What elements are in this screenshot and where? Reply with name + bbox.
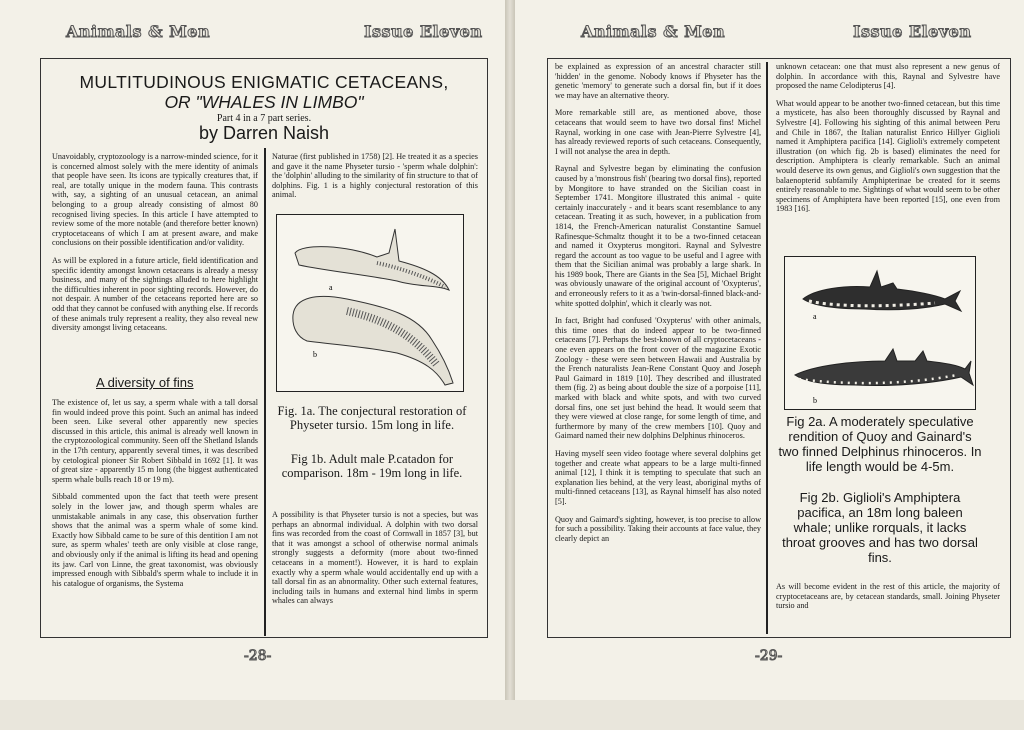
article-series: Part 4 in a 7 part series.	[216, 113, 312, 124]
paragraph: Quoy and Gaimard's sighting, however, is too precise to allow for such a possibility. Taking their accounts at face value, they clearly depict an	[555, 514, 761, 543]
article-author: by Darren Naish	[198, 123, 330, 143]
right-column-bottom	[272, 510, 478, 636]
paragraph: Sibbald commented upon the fact that teeth were present solely in the lower jaw, and though sperm whales are unmistakable animals in any case, this observation further shows that the animal was a sperm whale of some kind. Exactly how Sibbald came to be sure of this dentition I am not sure, as sperm whales' teeth are only visible at close range, and obviously only if the animal is lifting its head and opening its jaw. Carl von Linne, the great taxonomist, was obviously impressed enough with Sibbald's sperm whale to include it in his catalogue of organisms, the Systema	[52, 492, 258, 588]
column-rule	[766, 62, 768, 634]
paragraph: Raynal and Sylvestre began by eliminating the confusion caused by a 'monstrous fish' (bearing two dorsal fins), reported by Mongitore to have stranded on the Sicilian coast in September 1741. Mongitore illustrated this animal - quite certainly inaccurately - and it bears scant resemblance to any cetacean. Treating it as such, however, in a publication from 1814, the French-American naturalist Constantine Samuel Rafinesque-Schmaltz thought it to be a two-finned cetacean and named it Oxypterus mongitori. Raynal and Sylvestre regard the account as too vague to be useful and I agree with them that the Sicilian animal was probably a large shark. In his 1989 book, There are Giants in the Sea [5], Michael Bright was obviously unaware of the original account of 'Oxypterus', and erroneously refers to it as a 'twin-dorsal-finned black-and-white spotted dolphin', which it clearly was not.	[555, 164, 761, 308]
paragraph: As will be explored in a future article, field identification and specific identity amongst known cetaceans is already a messy business, and many of the sightings alluded to here highlight the difficulties inherent in poor sighting records. However, do not despair. A number of the cetaceans reported here are so odd that they cannot be confused with anything else. If records of these animals truly represent a reality, they also reveal new diversity amongst living cetaceans.	[52, 255, 258, 333]
paragraph: A possibility is that Physeter tursio is not a species, but was perhaps an abnormal individual. A dolphin with two dorsal fins was recorded from the coast of Cornwall in 1857 [3], but that it was amongst a school of otherwise normal animals strongly suggests a deformity (more about two-finned cetaceans in a moment!). However, it is hard to explain exactly why a sperm whale would accidentally end up with a tall dorsal fin as an abnormality. Other such external features, including tails in humans and external hind limbs in sperm whales can always	[272, 510, 478, 606]
right-header-title: Animals & Men	[581, 22, 726, 41]
figure-1a-caption: Fig. 1a. The conjectural restoration of Physeter tursio. 15m long in life.	[277, 404, 467, 432]
left-column-bottom	[52, 398, 258, 636]
figure-label-a: a	[329, 283, 333, 292]
right-page	[515, 0, 1024, 700]
right-header-issue: Issue Eleven	[853, 22, 972, 41]
right-page-column-2-top	[776, 62, 1000, 250]
figure-label-a: a	[813, 312, 817, 321]
two-finned-cetaceans-illustration	[785, 257, 975, 409]
paragraph: Naturae (first published in 1758) [2]. He treated it as a species and gave it the name Physeter tursio - 'sperm whale dolphin': the 'dolphin' alluding to the similarity of fin structure to that of dolphins. Fig. 1 is a highly conjectural restoration of this animal.	[272, 152, 478, 200]
article-title-line2: OR "WHALES IN LIMBO"	[164, 92, 364, 112]
paragraph: What would appear to be another two-finned cetacean, but this time a mysticete, has also been thoroughly discussed by Raynal and Sylvestre [4]. Following his sighting of this animal between Peru and Chile in 1867, the Italian naturalist Enrico Hillyer Giglioli named it Amphiptera pacifica [14]. Giglioli's extremely competent illustration (on which fig. 2b is based) eliminates the need for description. Amphiptera is clearly remarkable. Such an animal would deserve its own genus, and Giglioli's own suggestion that the balaenopterid subfamily Amphipterinae be created for it seems entirely reasonable to me. Sightings of what would seem to be other specimens of Amphiptera have been reported [15], one even from 1983 [16].	[776, 98, 1000, 214]
sperm-whale-illustration	[277, 215, 463, 391]
left-header-issue: Issue Eleven	[364, 22, 483, 41]
right-page-column-1	[555, 62, 761, 634]
left-page	[0, 0, 505, 700]
article-title-line1: MULTITUDINOUS ENIGMATIC CETACEANS,	[79, 72, 449, 92]
figure-2-box	[784, 256, 976, 410]
paragraph: be explained as expression of an ancestral character still 'hidden' in the genome. Nobody knows if Physeter has the genetic 'memory' to generate such a dorsal fin, but if it does we may have an alternative theory.	[555, 62, 761, 100]
figure-1-box	[276, 214, 464, 392]
spine-gutter	[505, 0, 515, 700]
paragraph: Unavoidably, cryptozoology is a narrow-minded science, for it is concerned almost solely with the mere identity of animals that people have seen. Its icons are typically creatures that, if real, are totally unique in the modern fauna. This contrasts with, say, a sighting of an unusual cetacean, an animal belonging to a group already consisting of almost 80 recognised living species. In this article I have attempted to review some of the more notable (and therefore better known) cryptocetaceans of which I am at present aware, and make conclusions on their possible identification and/or validity.	[52, 152, 258, 248]
figure-label-b: b	[813, 396, 817, 405]
column-rule	[264, 148, 266, 636]
paragraph: unknown cetacean: one that must also represent a new genus of dolphin. In accordance with this, Raynal and Sylvestre have proposed the name Celodipterus [4].	[776, 62, 1000, 91]
paragraph: In fact, Bright had confused 'Oxypterus' with other animals, this time ones that do indeed appear to be two-finned cetaceans [7]. Perhaps the best-known of all cryptocetaceans - one even appears on the front cover of the magazine Exotic Zoology - these were seen between Hawaii and Australia by the French naturalists Jean-Rene Constant Quoy and Joseph Paul Gaimard in 1819 [10]. They described and illustrated them (fig. 2) as being about double the size of a porpoise [11], marked with black and white spots, and with two curved dorsal fins, one set just behind the head. It would seem that they were viewed at close range, for some length of time, and furthermore by many of the crew members [10]. Quoy and Gaimard named their new dolphins Delphinus rhinoceros.	[555, 316, 761, 441]
paragraph: As will become evident in the rest of this article, the majority of cryptocetaceans are, by cetacean standards, small. Joining Physeter tursio and	[776, 582, 1000, 611]
page-number-right: -29-	[755, 648, 783, 664]
page-number-left: -28-	[244, 648, 272, 664]
right-column-top	[272, 152, 478, 207]
figure-1b-caption: Fig 1b. Adult male P.catadon for comparison. 18m - 19m long in life.	[281, 452, 463, 480]
paragraph: Having myself seen video footage where several dolphins get together and create what appears to be a large multi-finned animal [12], I think it is tempting to speculate that such an explanation lies behind, at the very least, aboriginal myths of multi-finned cetaceans [13], as Raynal himself has also noted [5].	[555, 448, 761, 506]
figure-2a-caption: Fig 2a. A moderately speculative rendition of Quoy and Gainard's two finned Delphinus rhinoceros. In life length would be 4-5m.	[778, 414, 982, 474]
right-page-column-2-bottom	[776, 582, 1000, 634]
paragraph: More remarkable still are, as mentioned above, those cetaceans that would seem to have two dorsal fins! Michel Raynal, working in one case with Jean-Pierre Sylvestre [4], has already reviewed reports of such cetaceans. Consequently, I will not analyse the area in depth.	[555, 108, 761, 156]
left-header-title: Animals & Men	[66, 22, 211, 41]
figure-label-b: b	[313, 350, 317, 359]
figure-2b-caption: Fig 2b. Giglioli's Amphiptera pacifica, an 18m long baleen whale; unlike rorquals, it lacks throat grooves and has two dorsal fins.	[782, 490, 978, 565]
paragraph: The existence of, let us say, a sperm whale with a tall dorsal fin would indeed prove this point. Such an animal has indeed been seen. Like several other apparently new species discussed in this article, this animal is already well known in the cryptozoological community. Seen off the Shetland Islands in the 17th century, apparently several times, it was described by cetological pioneer Sir Robert Sibbald in 1692 [1]. It was of great size - apparently 15 m long (the biggest authenticated sperm whale bulls reach 18 or 19 m).	[52, 398, 258, 484]
left-column-top	[52, 152, 258, 367]
section-heading: A diversity of fins	[96, 375, 194, 390]
